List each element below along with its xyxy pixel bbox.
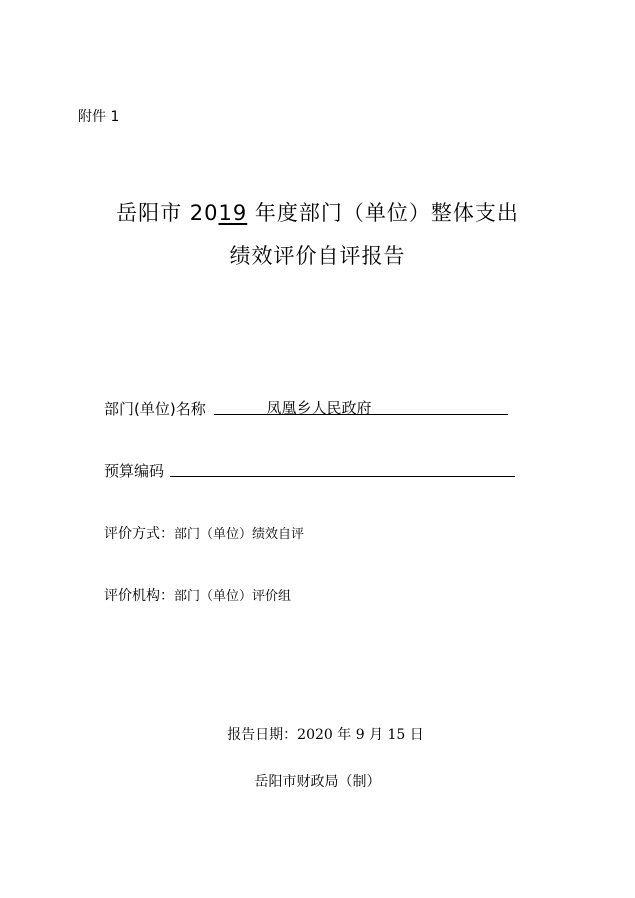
evaluation-org-value: 部门（单位）评价组 [174, 589, 292, 604]
report-date: 报告日期：2020 年 9 月 15 日 [227, 727, 424, 743]
department-name-value: 凤凰乡人民政府 [266, 399, 372, 417]
evaluation-org-row [104, 585, 291, 605]
title-suffix: 年度部门（单位）整体支出 [247, 201, 519, 225]
evaluation-method-label: 评价方式： [104, 526, 174, 542]
evaluation-org-label: 评价机构： [104, 588, 174, 604]
department-name-label: 部门(单位)名称 [104, 400, 206, 418]
issuer: 岳阳市财政局（制） [254, 774, 381, 790]
report-title-line-1 [0, 197, 635, 227]
attachment-label: 附件 1 [78, 109, 120, 125]
evaluation-method-row [104, 523, 304, 543]
title-prefix: 岳阳市 20 [116, 201, 219, 225]
title-year-underlined: 19 [218, 201, 248, 225]
budget-code-label: 预算编码 [104, 462, 165, 480]
report-title-line-2: 绩效评价自评报告 [229, 244, 406, 268]
budget-code-underline [170, 458, 515, 477]
evaluation-method-value: 部门（单位）绩效自评 [174, 527, 305, 542]
